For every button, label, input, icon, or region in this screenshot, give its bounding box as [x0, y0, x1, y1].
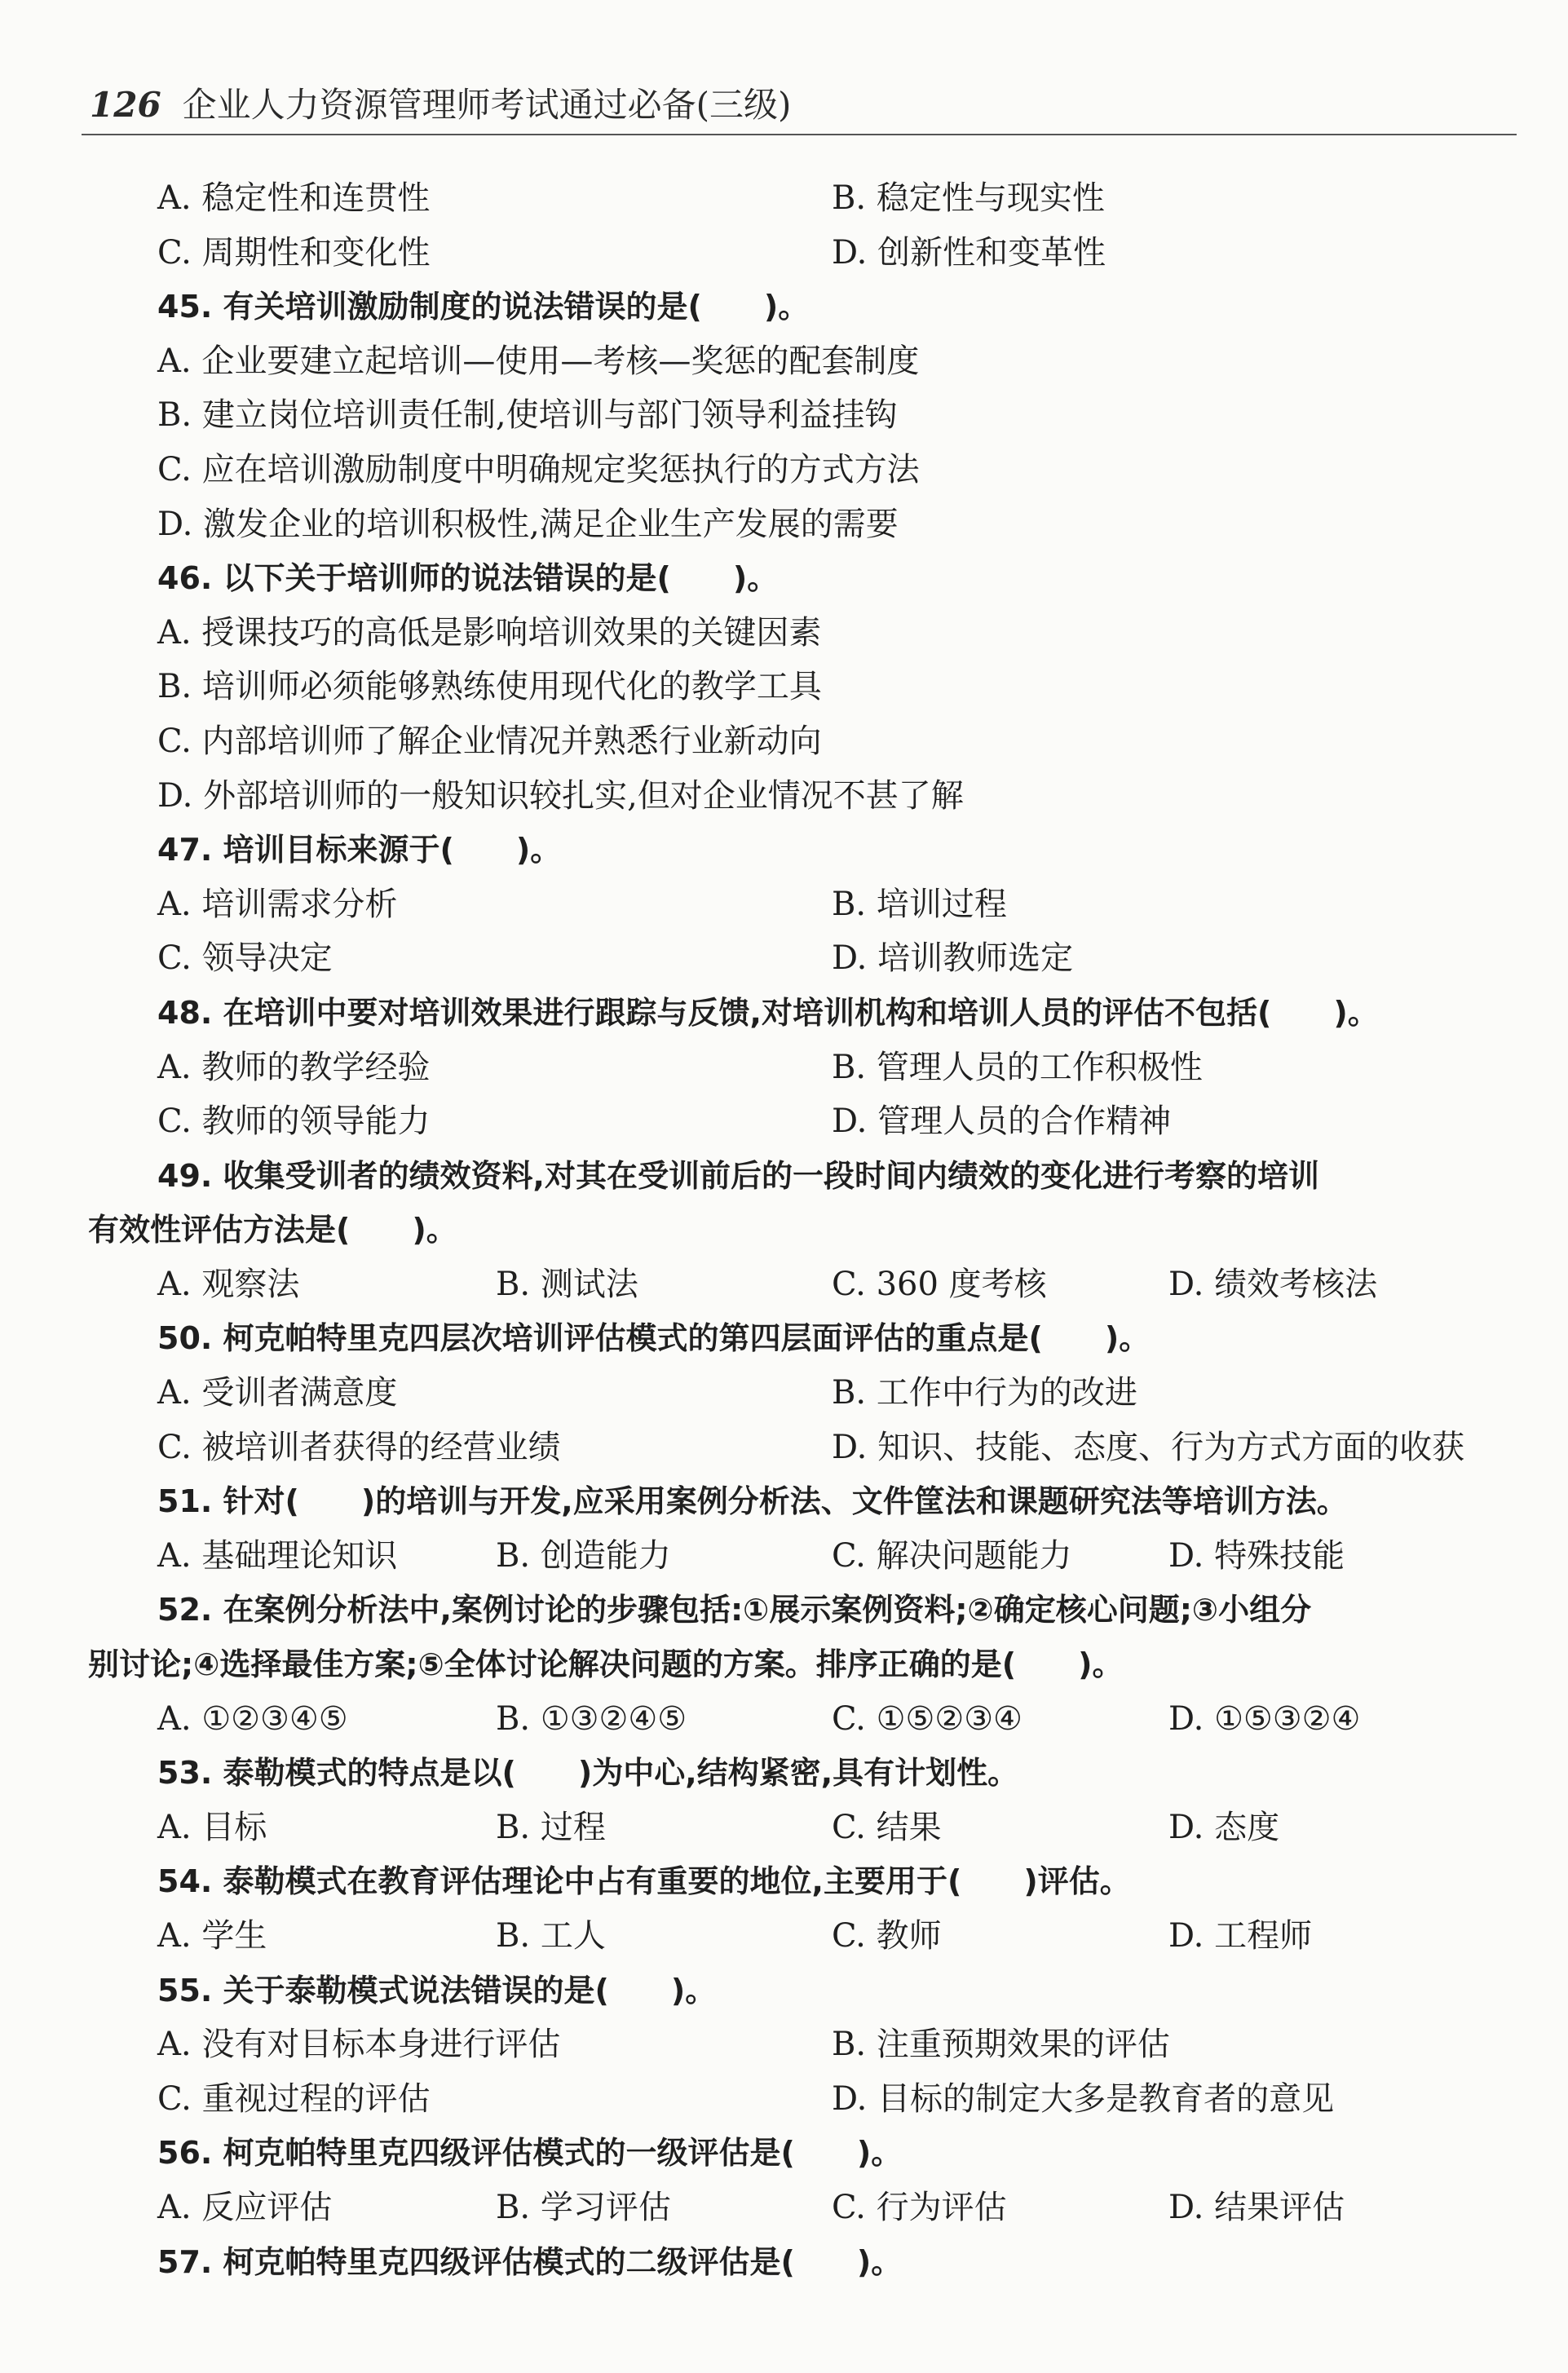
- option: B. 学习评估: [496, 2188, 671, 2226]
- option: B. 工人: [496, 1917, 606, 1955]
- option: B. 测试法: [496, 1265, 638, 1303]
- option-row: [0, 2017, 1568, 2072]
- option: D. 外部培训师的一般知识较扎实,但对企业情况不甚了解: [157, 776, 964, 815]
- option: B. 管理人员的工作积极性: [832, 1048, 1203, 1086]
- option: A. 目标: [157, 1808, 267, 1846]
- header-rule: [82, 134, 1517, 135]
- option-row: [0, 2072, 1568, 2127]
- option: C. 周期性和变化性: [157, 233, 431, 272]
- question-stem: 45. 有关培训激励制度的说法错误的是( )。: [157, 289, 810, 325]
- question-stem: 51. 针对( )的培训与开发,应采用案例分析法、文件筐法和课题研究法等培训方法。: [157, 1483, 1348, 1520]
- option: B. 建立岗位培训责任制,使培训与部门领导利益挂钩: [157, 396, 898, 435]
- option: D. 绩效考核法: [1168, 1265, 1378, 1303]
- option: A. 基础理论知识: [157, 1536, 398, 1575]
- option: D. 知识、技能、态度、行为方式方面的收获: [832, 1428, 1465, 1466]
- option-row: [0, 1801, 1568, 1855]
- option: B. 稳定性与现实性: [832, 179, 1105, 217]
- question-stem: 57. 柯克帕特里克四级评估模式的二级评估是( )。: [157, 2243, 903, 2280]
- option-row: [0, 1421, 1568, 1475]
- option-row: [0, 2181, 1568, 2235]
- option-row: [0, 1041, 1568, 1095]
- option: D. 特殊技能: [1168, 1536, 1345, 1575]
- option: C. 行为评估: [832, 2188, 1007, 2226]
- option-row: [0, 1692, 1568, 1747]
- option-row: [0, 877, 1568, 932]
- option: D. 创新性和变革性: [832, 233, 1106, 272]
- book-title: 企业人力资源管理师考试通过必备(三级): [182, 85, 792, 125]
- option: C. 教师: [832, 1917, 942, 1955]
- option: A. 观察法: [157, 1265, 300, 1303]
- option: C. 应在培训激励制度中明确规定奖惩执行的方式方法: [157, 450, 920, 488]
- question-stem: 53. 泰勒模式的特点是以( )为中心,结构紧密,具有计划性。: [157, 1755, 1019, 1792]
- option-row: [0, 1366, 1568, 1421]
- option: A. 授课技巧的高低是影响培训效果的关键因素: [157, 613, 822, 652]
- option: D. 激发企业的培训积极性,满足企业生产发展的需要: [157, 505, 899, 543]
- option: A. 学生: [157, 1917, 267, 1955]
- option: A. 培训需求分析: [157, 885, 398, 923]
- option: D. 结果评估: [1168, 2188, 1345, 2226]
- option: A. 稳定性和连贯性: [157, 179, 431, 217]
- page-number: 126: [90, 85, 161, 125]
- option-row: [0, 1909, 1568, 1964]
- option-row: [0, 1094, 1568, 1149]
- option: C. 被培训者获得的经营业绩: [157, 1428, 561, 1466]
- question-stem: 56. 柯克帕特里克四级评估模式的一级评估是( )。: [157, 2135, 903, 2172]
- option: B. 注重预期效果的评估: [832, 2026, 1170, 2064]
- option: B. 培训师必须能够熟练使用现代化的教学工具: [157, 668, 822, 706]
- option: B. 培训过程: [832, 885, 1007, 923]
- option: C. 结果: [832, 1808, 942, 1846]
- question-stem: 50. 柯克帕特里克四层次培训评估模式的第四层面评估的重点是( )。: [157, 1320, 1151, 1357]
- question-stem: 49. 收集受训者的绩效资料,对其在受训前后的一段时间内绩效的变化进行考察的培训: [157, 1157, 1319, 1194]
- option: A. 教师的教学经验: [157, 1048, 431, 1086]
- question-list: [0, 171, 1568, 2289]
- question-stem-continued: 有效性评估方法是( )。: [88, 1212, 457, 1248]
- question-stem: 55. 关于泰勒模式说法错误的是( )。: [157, 1972, 717, 2008]
- option: A. ①②③④⑤: [157, 1699, 348, 1738]
- option: D. ①⑤③②④: [1168, 1699, 1361, 1738]
- option: C. 重视过程的评估: [157, 2079, 431, 2118]
- option: D. 目标的制定大多是教育者的意见: [832, 2079, 1335, 2118]
- option: C. 领导决定: [157, 939, 333, 978]
- option: D. 工程师: [1168, 1917, 1313, 1955]
- question-stem: 46. 以下关于培训师的说法错误的是( )。: [157, 560, 779, 597]
- question-stem: 52. 在案例分析法中,案例讨论的步骤包括:①展示案例资料;②确定核心问题;③小组分: [157, 1592, 1312, 1628]
- option: D. 态度: [1168, 1808, 1280, 1846]
- option: C. 教师的领导能力: [157, 1103, 431, 1141]
- question-stem: 54. 泰勒模式在教育评估理论中占有重要的地位,主要用于( )评估。: [157, 1863, 1131, 1900]
- option-row: [0, 1529, 1568, 1584]
- option: C. 360 度考核: [832, 1265, 1047, 1303]
- option-row: [0, 931, 1568, 986]
- option: A. 没有对目标本身进行评估: [157, 2026, 561, 2064]
- option: A. 反应评估: [157, 2188, 333, 2226]
- option: C. 解决问题能力: [832, 1536, 1072, 1575]
- question-stem-continued: 别讨论;④选择最佳方案;⑤全体讨论解决问题的方案。排序正确的是( )。: [88, 1646, 1124, 1683]
- option: D. 管理人员的合作精神: [832, 1103, 1172, 1141]
- option: A. 企业要建立起培训—使用—考核—奖惩的配套制度: [157, 342, 920, 380]
- option: B. ①③②④⑤: [496, 1699, 687, 1738]
- question-stem: 47. 培训目标来源于( )。: [157, 832, 562, 868]
- option: C. 内部培训师了解企业情况并熟悉行业新动向: [157, 722, 822, 760]
- option-row: [0, 1257, 1568, 1312]
- option-row: [0, 226, 1568, 281]
- option: B. 过程: [496, 1808, 606, 1846]
- option: A. 受训者满意度: [157, 1374, 398, 1412]
- page-header: [90, 78, 791, 127]
- option: B. 创造能力: [496, 1536, 671, 1575]
- question-stem: 48. 在培训中要对培训效果进行跟踪与反馈,对培训机构和培训人员的评估不包括( )。: [157, 994, 1379, 1031]
- option: B. 工作中行为的改进: [832, 1374, 1137, 1412]
- option: D. 培训教师选定: [832, 939, 1074, 978]
- option: C. ①⑤②③④: [832, 1699, 1023, 1738]
- option-row: [0, 171, 1568, 226]
